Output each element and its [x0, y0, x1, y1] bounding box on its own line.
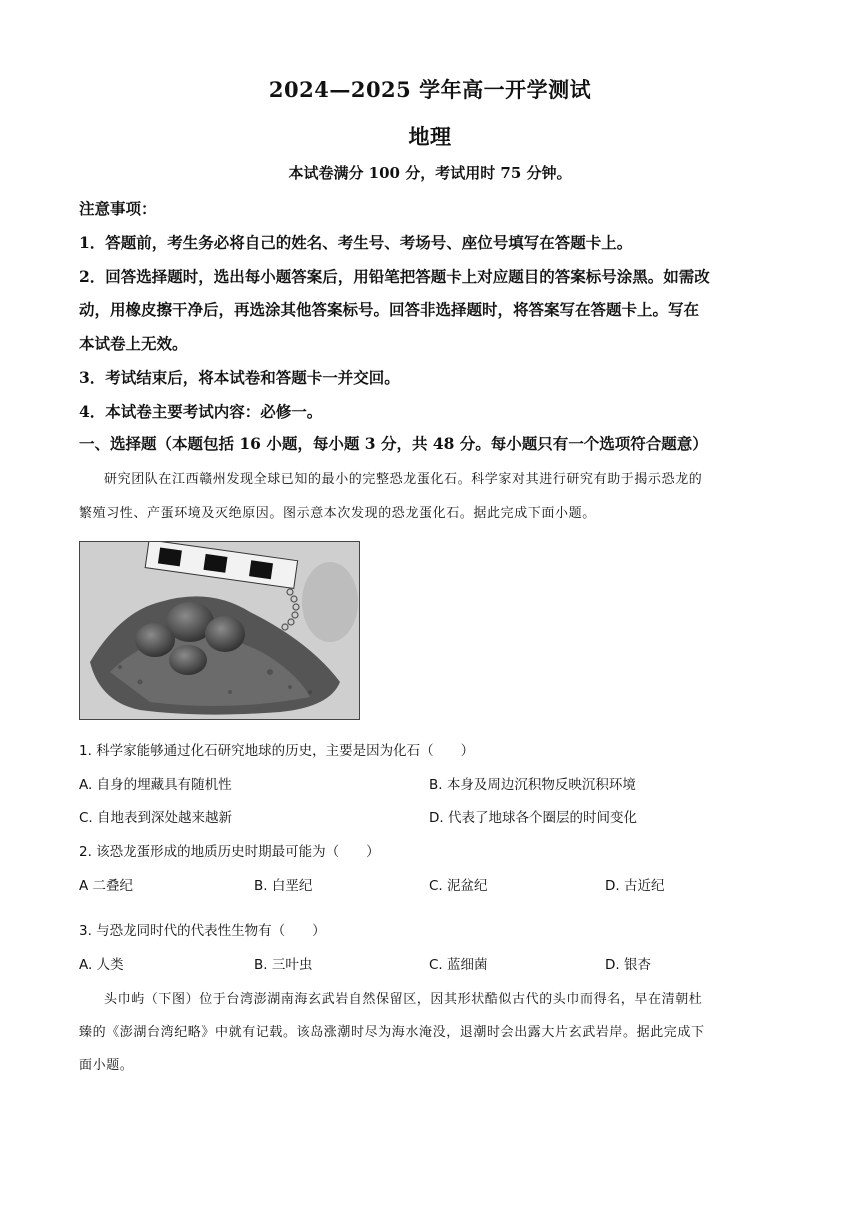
passage-line: 繁殖习性、产蛋环境及灭绝原因。图示意本次发现的恐龙蛋化石。据此完成下面小题。 — [79, 506, 596, 521]
option-b: B. 本身及周边沉积物反映沉积环境 — [429, 777, 636, 793]
note-line: 2．回答选择题时，选出每小题答案后，用铅笔把答题卡上对应题目的答案标号涂黑。如需改 — [79, 267, 710, 286]
option-a: A. 人类 — [79, 957, 124, 973]
passage-line: 研究团队在江西赣州发现全球已知的最小的完整恐龙蛋化石。科学家对其进行研究有助于揭示恐龙的 — [104, 472, 703, 487]
note-line: 本试卷上无效。 — [79, 334, 188, 353]
question-stem: 3. 与恐龙同时代的代表性生物有（ ） — [79, 923, 326, 939]
section-heading: 一、选择题（本题包括 16 小题，每小题 3 分，共 48 分。每小题只有一个选项符合题意） — [79, 434, 708, 453]
note-line: 动，用橡皮擦干净后，再选涂其他答案标号。回答非选择题时，将答案写在答题卡上。写在 — [79, 300, 700, 319]
question-stem: 2. 该恐龙蛋形成的地质历史时期最可能为（ ） — [79, 844, 380, 860]
option-d: D. 古近纪 — [605, 878, 665, 894]
option-a: A 二叠纪 — [79, 878, 134, 894]
note-line: 4．本试卷主要考试内容：必修一。 — [79, 402, 323, 421]
question-stem: 1. 科学家能够通过化石研究地球的历史，主要是因为化石（ ） — [79, 743, 475, 759]
passage-line: 面小题。 — [79, 1058, 134, 1073]
option-a: A. 自身的埋藏具有随机性 — [79, 777, 232, 793]
option-d: D. 银杏 — [605, 957, 651, 973]
passage-line: 头巾屿（下图）位于台湾澎湖南海玄武岩自然保留区，因其形状酷似古代的头巾而得名，早在清朝杜 — [104, 992, 703, 1007]
option-b: B. 白垩纪 — [254, 878, 313, 894]
option-c: C. 蓝细菌 — [429, 957, 488, 973]
option-c: C. 自地表到深处越来越新 — [79, 810, 233, 826]
note-line: 3．考试结束后，将本试卷和答题卡一并交回。 — [79, 368, 400, 387]
notes-heading: 注意事项： — [79, 199, 157, 218]
option-b: B. 三叶虫 — [254, 957, 313, 973]
passage-line: 臻的《澎湖台湾纪略》中就有记载。该岛涨潮时尽为海水淹没，退潮时会出露大片玄武岩岸。据此完成下 — [79, 1025, 705, 1040]
option-c: C. 泥盆纪 — [429, 878, 488, 894]
option-d: D. 代表了地球各个圈层的时间变化 — [429, 810, 637, 826]
note-line: 1．答题前，考生务必将自己的姓名、考生号、考场号、座位号填写在答题卡上。 — [79, 233, 633, 252]
exam-info: 本试卷满分 100 分，考试用时 75 分钟。 — [288, 164, 572, 182]
subject-title: 地理 — [408, 124, 452, 149]
dinosaur-egg-fossil-photo — [79, 541, 360, 720]
exam-title: 2024—2025 学年高一开学测试 — [268, 77, 592, 102]
